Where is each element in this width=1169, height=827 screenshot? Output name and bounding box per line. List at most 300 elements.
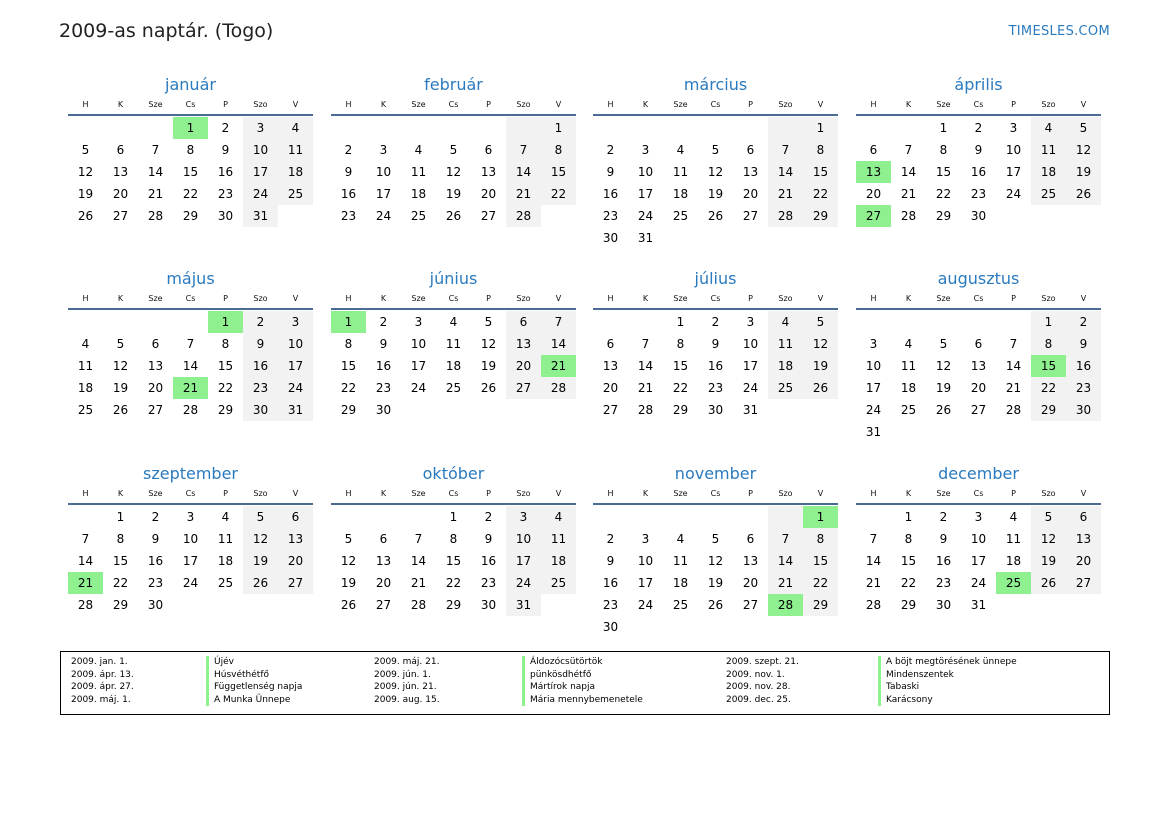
- empty-cell: [593, 311, 628, 333]
- day-cell: 12: [803, 333, 838, 355]
- day-cell: 1: [1031, 311, 1066, 333]
- weekday-label: V: [1080, 489, 1087, 498]
- day-cell: 28: [506, 205, 541, 227]
- weekday-label: Szo: [253, 100, 268, 109]
- day-grid: [331, 117, 576, 227]
- weekday-label: H: [870, 294, 877, 303]
- empty-cell: [856, 506, 891, 528]
- day-cell: 17: [375, 187, 392, 201]
- day-cell: 15: [217, 359, 234, 373]
- month-10: [331, 462, 576, 616]
- month-3: [593, 73, 838, 249]
- day-cell: 17: [410, 359, 427, 373]
- day-cell: 27: [602, 403, 619, 417]
- day-cell: 23: [243, 377, 278, 399]
- weekday-label: V: [1080, 294, 1087, 303]
- day-cell: 26: [1066, 183, 1101, 205]
- empty-cell: [996, 205, 1031, 227]
- legend-date: 2009. jún. 21.: [374, 682, 437, 693]
- weekday-label: Sze: [936, 489, 951, 498]
- day-cell: 7: [541, 311, 576, 333]
- day-grid: [331, 311, 576, 421]
- day-cell: 6: [506, 311, 541, 333]
- day-grid: [856, 311, 1101, 443]
- day-cell: 15: [445, 554, 462, 568]
- day-cell: 7: [414, 532, 423, 546]
- day-cell: 6: [746, 143, 755, 157]
- day-cell: 25: [996, 572, 1031, 594]
- day-cell: 3: [1009, 121, 1018, 135]
- day-cell: 12: [707, 165, 724, 179]
- day-cell: 3: [414, 315, 423, 329]
- weekday-label: Cs: [710, 489, 721, 498]
- day-cell: 30: [935, 598, 952, 612]
- day-cell: 4: [768, 311, 803, 333]
- day-cell: 24: [410, 381, 427, 395]
- day-cell: 25: [1031, 183, 1066, 205]
- day-cell: 12: [480, 337, 497, 351]
- empty-cell: [103, 117, 138, 139]
- empty-cell: [698, 117, 733, 139]
- weekday-label: Szo: [1041, 100, 1056, 109]
- weekday-label: P: [1011, 294, 1016, 303]
- day-cell: 20: [1066, 550, 1101, 572]
- empty-cell: [68, 311, 103, 333]
- day-cell: 1: [116, 510, 125, 524]
- empty-cell: [628, 117, 663, 139]
- day-cell: 22: [340, 381, 357, 395]
- day-cell: 9: [606, 554, 615, 568]
- weekday-label: H: [607, 100, 614, 109]
- day-cell: 20: [480, 187, 497, 201]
- empty-cell: [733, 616, 768, 638]
- day-cell: 5: [243, 506, 278, 528]
- day-cell: 18: [900, 381, 917, 395]
- day-cell: 6: [379, 532, 388, 546]
- day-cell: 10: [742, 337, 759, 351]
- day-cell: 28: [77, 598, 94, 612]
- day-cell: 11: [900, 359, 917, 373]
- day-cell: 14: [768, 550, 803, 572]
- day-cell: 17: [970, 554, 987, 568]
- empty-cell: [173, 594, 208, 616]
- day-cell: 23: [480, 576, 497, 590]
- day-cell: 25: [768, 377, 803, 399]
- day-cell: 6: [484, 143, 493, 157]
- day-cell: 5: [711, 532, 720, 546]
- weekday-header: [593, 97, 838, 116]
- empty-cell: [698, 616, 733, 638]
- weekday-label: K: [380, 489, 387, 498]
- empty-cell: [278, 594, 313, 616]
- day-cell: 26: [243, 572, 278, 594]
- day-cell: 22: [900, 576, 917, 590]
- empty-cell: [891, 311, 926, 333]
- weekday-label: H: [345, 489, 352, 498]
- day-cell: 12: [243, 528, 278, 550]
- day-cell: 14: [768, 161, 803, 183]
- weekday-label: H: [82, 294, 89, 303]
- month-name: január: [165, 75, 216, 94]
- weekday-header: [331, 486, 576, 505]
- day-cell: 26: [480, 381, 497, 395]
- weekday-label: P: [223, 489, 228, 498]
- day-cell: 5: [116, 337, 125, 351]
- empty-cell: [506, 117, 541, 139]
- day-cell: 8: [803, 528, 838, 550]
- day-cell: 6: [869, 143, 878, 157]
- day-cell: 14: [1005, 359, 1022, 373]
- weekday-label: V: [817, 489, 824, 498]
- day-cell: 9: [606, 165, 615, 179]
- day-cell: 6: [1066, 506, 1101, 528]
- weekday-label: P: [486, 294, 491, 303]
- empty-cell: [1066, 594, 1101, 616]
- weekday-label: P: [748, 100, 753, 109]
- day-cell: 5: [1066, 117, 1101, 139]
- month-1: [68, 73, 313, 227]
- day-cell: 4: [278, 117, 313, 139]
- day-cell: 18: [77, 381, 94, 395]
- day-cell: 14: [541, 333, 576, 355]
- day-cell: 11: [410, 165, 427, 179]
- day-cell: 25: [278, 183, 313, 205]
- weekday-label: K: [905, 294, 912, 303]
- legend-names-col-2: [522, 656, 643, 706]
- day-cell: 23: [375, 381, 392, 395]
- day-cell: 9: [344, 165, 353, 179]
- day-cell: 13: [856, 161, 891, 183]
- weekday-label: H: [607, 489, 614, 498]
- day-cell: 15: [182, 165, 199, 179]
- day-cell: 9: [939, 532, 948, 546]
- day-cell: 24: [375, 209, 392, 223]
- weekday-label: K: [117, 489, 124, 498]
- empty-cell: [436, 399, 471, 421]
- empty-cell: [663, 117, 698, 139]
- empty-cell: [103, 311, 138, 333]
- day-cell: 7: [1009, 337, 1018, 351]
- day-cell: 10: [1005, 143, 1022, 157]
- day-cell: 23: [970, 187, 987, 201]
- day-cell: 13: [602, 359, 619, 373]
- day-cell: 3: [869, 337, 878, 351]
- empty-cell: [856, 311, 891, 333]
- day-cell: 26: [445, 209, 462, 223]
- day-grid: [593, 311, 838, 421]
- page-title: 2009-as naptár. (Togo): [59, 20, 274, 42]
- empty-cell: [996, 594, 1031, 616]
- day-cell: 1: [904, 510, 913, 524]
- empty-cell: [996, 311, 1031, 333]
- weekday-header: [593, 486, 838, 505]
- legend-date: 2009. máj. 1.: [71, 694, 131, 705]
- weekday-label: Szo: [253, 489, 268, 498]
- day-cell: 1: [803, 506, 838, 528]
- day-cell: 14: [77, 554, 94, 568]
- day-cell: 28: [182, 403, 199, 417]
- day-cell: 30: [147, 598, 164, 612]
- empty-cell: [733, 117, 768, 139]
- day-cell: 14: [506, 161, 541, 183]
- day-cell: 5: [939, 337, 948, 351]
- day-cell: 10: [970, 532, 987, 546]
- day-cell: 17: [637, 187, 654, 201]
- day-cell: 27: [375, 598, 392, 612]
- empty-cell: [768, 616, 803, 638]
- day-cell: 27: [742, 209, 759, 223]
- day-cell: 28: [147, 209, 164, 223]
- day-cell: 14: [865, 554, 882, 568]
- day-cell: 22: [112, 576, 129, 590]
- day-cell: 21: [865, 576, 882, 590]
- day-cell: 18: [278, 161, 313, 183]
- empty-cell: [1031, 421, 1066, 443]
- legend-name: Tabaski: [878, 681, 1017, 694]
- weekday-header: [331, 97, 576, 116]
- day-cell: 26: [112, 403, 129, 417]
- day-cell: 18: [217, 554, 234, 568]
- weekday-label: K: [117, 100, 124, 109]
- month-name: április: [954, 75, 1003, 94]
- weekday-label: Cs: [710, 100, 721, 109]
- weekday-label: Sze: [148, 489, 163, 498]
- weekday-label: K: [117, 294, 124, 303]
- legend-date: 2009. ápr. 13.: [71, 669, 134, 680]
- day-cell: 17: [1005, 165, 1022, 179]
- day-grid: [593, 506, 838, 638]
- day-cell: 24: [742, 381, 759, 395]
- weekday-label: Cs: [448, 294, 459, 303]
- day-cell: 13: [278, 528, 313, 550]
- day-cell: 20: [970, 381, 987, 395]
- day-cell: 7: [506, 139, 541, 161]
- day-cell: 21: [506, 183, 541, 205]
- day-cell: 16: [935, 554, 952, 568]
- day-cell: 4: [676, 532, 685, 546]
- weekday-label: H: [82, 100, 89, 109]
- day-cell: 8: [904, 532, 913, 546]
- day-cell: 13: [147, 359, 164, 373]
- legend-name: A böjt megtörésének ünnepe: [878, 656, 1017, 669]
- weekday-label: Sze: [411, 294, 426, 303]
- weekday-label: V: [555, 294, 562, 303]
- day-cell: 27: [742, 598, 759, 612]
- day-cell: 24: [278, 377, 313, 399]
- day-cell: 30: [480, 598, 497, 612]
- weekday-header: [68, 486, 313, 505]
- day-cell: 7: [81, 532, 90, 546]
- month-4: [856, 73, 1101, 227]
- day-cell: 22: [803, 183, 838, 205]
- legend-date: 2009. aug. 15.: [374, 694, 440, 705]
- day-cell: 23: [147, 576, 164, 590]
- empty-cell: [663, 506, 698, 528]
- day-cell: 19: [77, 187, 94, 201]
- day-cell: 17: [865, 381, 882, 395]
- day-cell: 18: [672, 187, 689, 201]
- day-cell: 30: [707, 403, 724, 417]
- day-cell: 16: [480, 554, 497, 568]
- day-cell: 1: [803, 117, 838, 139]
- month-7: [593, 267, 838, 421]
- empty-cell: [803, 399, 838, 421]
- day-cell: 8: [676, 337, 685, 351]
- day-cell: 11: [541, 528, 576, 550]
- brand-link[interactable]: TIMESLES.COM: [1008, 24, 1110, 39]
- empty-cell: [926, 421, 961, 443]
- empty-cell: [768, 506, 803, 528]
- day-cell: 27: [856, 205, 891, 227]
- day-cell: 21: [637, 381, 654, 395]
- weekday-label: H: [345, 100, 352, 109]
- day-cell: 8: [186, 143, 195, 157]
- empty-cell: [366, 117, 401, 139]
- day-cell: 12: [445, 165, 462, 179]
- day-cell: 16: [147, 554, 164, 568]
- day-cell: 21: [541, 355, 576, 377]
- legend-name: A Munka Ünnepe: [206, 694, 302, 707]
- empty-cell: [68, 117, 103, 139]
- day-cell: 4: [541, 506, 576, 528]
- day-cell: 30: [1066, 399, 1101, 421]
- day-cell: 26: [707, 209, 724, 223]
- weekday-label: V: [555, 100, 562, 109]
- day-cell: 11: [1005, 532, 1022, 546]
- day-cell: 27: [1066, 572, 1101, 594]
- legend-date: 2009. jún. 1.: [374, 669, 431, 680]
- day-cell: 17: [506, 550, 541, 572]
- month-name: február: [424, 75, 483, 94]
- empty-cell: [541, 399, 576, 421]
- day-cell: 18: [1031, 161, 1066, 183]
- legend-name: Karácsony: [878, 694, 1017, 707]
- day-cell: 19: [1031, 550, 1066, 572]
- month-name: július: [694, 269, 737, 288]
- day-cell: 2: [974, 121, 983, 135]
- day-cell: 26: [935, 403, 952, 417]
- day-cell: 3: [278, 311, 313, 333]
- day-cell: 1: [331, 311, 366, 333]
- day-cell: 8: [449, 532, 458, 546]
- day-cell: 21: [900, 187, 917, 201]
- empty-cell: [541, 594, 576, 616]
- day-cell: 20: [375, 576, 392, 590]
- day-cell: 13: [506, 333, 541, 355]
- holiday-legend: [60, 651, 1110, 715]
- day-cell: 4: [1031, 117, 1066, 139]
- empty-cell: [401, 506, 436, 528]
- day-grid: [68, 117, 313, 227]
- day-cell: 7: [768, 528, 803, 550]
- day-cell: 7: [768, 139, 803, 161]
- day-cell: 16: [970, 165, 987, 179]
- weekday-label: Sze: [936, 294, 951, 303]
- day-cell: 2: [606, 532, 615, 546]
- day-cell: 19: [480, 359, 497, 373]
- day-cell: 13: [742, 554, 759, 568]
- day-cell: 6: [151, 337, 160, 351]
- day-cell: 16: [375, 359, 392, 373]
- day-cell: 24: [865, 403, 882, 417]
- weekday-label: V: [817, 294, 824, 303]
- empty-cell: [1031, 594, 1066, 616]
- weekday-label: V: [292, 100, 299, 109]
- weekday-label: Sze: [673, 100, 688, 109]
- weekday-header: [68, 291, 313, 310]
- day-cell: 19: [112, 381, 129, 395]
- weekday-label: K: [642, 489, 649, 498]
- day-cell: 26: [1031, 572, 1066, 594]
- day-cell: 29: [217, 403, 234, 417]
- day-grid: [331, 506, 576, 616]
- weekday-label: Sze: [148, 100, 163, 109]
- day-cell: 4: [221, 510, 230, 524]
- empty-cell: [768, 117, 803, 139]
- day-cell: 21: [410, 576, 427, 590]
- day-cell: 15: [803, 161, 838, 183]
- day-cell: 13: [1066, 528, 1101, 550]
- day-cell: 21: [173, 377, 208, 399]
- weekday-header: [331, 291, 576, 310]
- day-cell: 19: [707, 576, 724, 590]
- day-cell: 20: [742, 187, 759, 201]
- day-cell: 15: [935, 165, 952, 179]
- day-cell: 14: [900, 165, 917, 179]
- legend-date: 2009. nov. 1.: [726, 669, 785, 680]
- weekday-label: Cs: [448, 489, 459, 498]
- day-cell: 21: [68, 572, 103, 594]
- weekday-label: Cs: [973, 100, 984, 109]
- weekday-label: H: [870, 489, 877, 498]
- day-cell: 28: [900, 209, 917, 223]
- day-cell: 4: [81, 337, 90, 351]
- day-cell: 28: [1005, 403, 1022, 417]
- day-cell: 5: [1031, 506, 1066, 528]
- day-cell: 16: [243, 355, 278, 377]
- day-cell: 29: [803, 205, 838, 227]
- weekday-label: Sze: [673, 489, 688, 498]
- day-cell: 24: [637, 209, 654, 223]
- weekday-label: P: [486, 100, 491, 109]
- day-cell: 10: [865, 359, 882, 373]
- day-cell: 24: [182, 576, 199, 590]
- weekday-label: P: [1011, 489, 1016, 498]
- empty-cell: [471, 117, 506, 139]
- day-cell: 3: [379, 143, 388, 157]
- day-cell: 18: [1005, 554, 1022, 568]
- weekday-label: H: [345, 294, 352, 303]
- day-cell: 25: [541, 572, 576, 594]
- legend-name: Húsvéthétfő: [206, 669, 302, 682]
- day-cell: 12: [707, 554, 724, 568]
- empty-cell: [768, 399, 803, 421]
- legend-name: Mária mennybemenetele: [522, 694, 643, 707]
- day-cell: 27: [278, 572, 313, 594]
- empty-cell: [593, 117, 628, 139]
- day-cell: 2: [243, 311, 278, 333]
- day-cell: 7: [151, 143, 160, 157]
- weekday-label: K: [905, 489, 912, 498]
- empty-cell: [506, 399, 541, 421]
- month-name: október: [422, 464, 485, 483]
- day-cell: 28: [768, 594, 803, 616]
- month-name: március: [683, 75, 748, 94]
- day-cell: 31: [865, 425, 882, 439]
- weekday-label: P: [223, 294, 228, 303]
- day-cell: 22: [935, 187, 952, 201]
- day-cell: 12: [935, 359, 952, 373]
